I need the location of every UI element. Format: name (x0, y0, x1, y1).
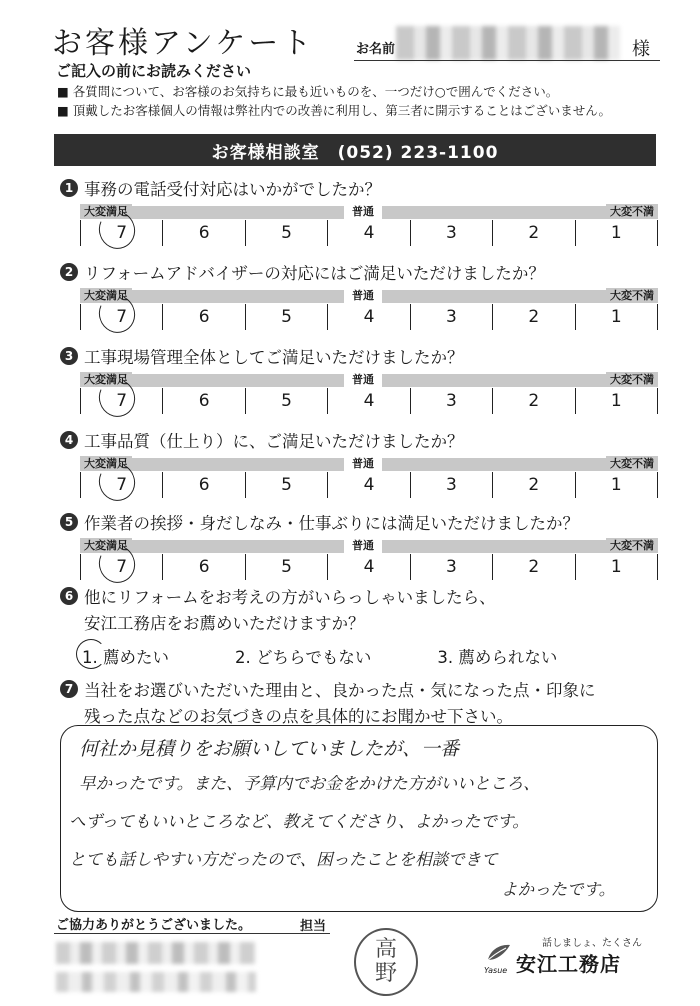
leaf-logo-icon (484, 942, 512, 964)
preface-heading: ご記入の前にお読みください (56, 62, 252, 80)
rating-option[interactable]: 1 (575, 472, 658, 498)
question-text-cont: 安江工務店をお薦めいただけますか？ (84, 614, 365, 633)
redacted-info (56, 942, 256, 964)
scale-label-left: 大変満足 (80, 538, 132, 553)
rating-option[interactable]: 5 (245, 220, 327, 246)
handwritten-line: とても話しやすい方だったので、困ったことを相談できて (69, 850, 498, 869)
rating-scale[interactable] (80, 388, 658, 414)
scale-label-mid: 普通 (344, 204, 382, 219)
question-6 (60, 584, 660, 668)
question-text: 当社をお選びいただいた理由と、良かった点・気になった点・印象に (84, 681, 596, 700)
rating-scale[interactable] (80, 220, 658, 246)
staff-stamp: 高 野 (354, 928, 418, 996)
recommend-option[interactable]: 2. どちらでもない (235, 648, 372, 667)
rating-option[interactable]: 5 (245, 472, 327, 498)
rating-option[interactable]: 1 (575, 220, 658, 246)
handwritten-line: へずってもいいところなど、教えてくださり、よかったです。 (69, 812, 529, 831)
scale-label-mid: 普通 (344, 372, 382, 387)
question-text: 工事現場管理全体としてご満足いただけましたか？ (84, 348, 464, 367)
rating-option[interactable]: 4 (327, 472, 409, 498)
scale-label-left: 大変満足 (80, 204, 132, 219)
selected-circle (76, 639, 106, 669)
rating-option[interactable]: 5 (245, 554, 327, 580)
question-text: 作業者の挨拶・身だしなみ・仕事ぶりには満足いただけましたか？ (84, 514, 579, 533)
scale-label-right: 大変不満 (606, 204, 658, 219)
rating-option[interactable]: 4 (327, 220, 409, 246)
rating-option[interactable]: 2 (492, 388, 574, 414)
company-name: 安江工務店 (516, 952, 621, 976)
scale-label-left: 大変満足 (80, 456, 132, 471)
scale-label-mid: 普通 (344, 538, 382, 553)
question-number: 1 (60, 179, 78, 197)
recommend-option[interactable]: 1. 薦めたい (82, 644, 169, 668)
rating-option[interactable]: 6 (162, 304, 244, 330)
question-number: 2 (60, 263, 78, 281)
scale-label-left: 大変満足 (80, 372, 132, 387)
thanks-text: ご協力ありがとうございました。 (56, 918, 252, 933)
scale-label-mid: 普通 (344, 456, 382, 471)
rating-option[interactable]: 6 (162, 472, 244, 498)
rating-option[interactable]: 1 (575, 554, 658, 580)
redacted-info (56, 972, 256, 992)
rating-option[interactable]: 7 (80, 304, 162, 330)
rating-option[interactable]: 3 (410, 554, 492, 580)
rating-scale[interactable] (80, 304, 658, 330)
comment-box[interactable] (60, 725, 658, 912)
question-number: 6 (60, 587, 78, 605)
rating-option[interactable]: 3 (410, 472, 492, 498)
rating-option[interactable]: 2 (492, 304, 574, 330)
rating-option[interactable]: 3 (410, 220, 492, 246)
rating-option[interactable]: 5 (245, 304, 327, 330)
rating-option[interactable]: 3 (410, 388, 492, 414)
rating-option[interactable]: 2 (492, 472, 574, 498)
preface-note: ■ 頂戴したお客様個人の情報は弊社内での改善に利用し、第三者に開示することはございません。 (57, 103, 612, 118)
question-5 (60, 510, 660, 580)
rating-option[interactable]: 6 (162, 554, 244, 580)
page-title: お客様アンケート (52, 26, 315, 61)
handwritten-line: 早かったです。また、予算内でお金をかけた方がいいところ、 (79, 774, 540, 793)
question-1 (60, 176, 660, 246)
rating-option[interactable]: 7 (80, 554, 162, 580)
question-number: 5 (60, 513, 78, 531)
rating-option[interactable]: 7 (80, 220, 162, 246)
scale-label-right: 大変不満 (606, 372, 658, 387)
rating-option[interactable]: 4 (327, 388, 409, 414)
footer-underline (54, 933, 330, 934)
rating-scale[interactable] (80, 554, 658, 580)
question-2 (60, 260, 660, 330)
rating-option[interactable]: 1 (575, 304, 658, 330)
rating-option[interactable]: 4 (327, 554, 409, 580)
name-underline (354, 60, 660, 61)
preface-note: ■ 各質問について、お客様のお気持ちに最も近いものを、一つだけ○で囲んでください。 (57, 84, 559, 99)
name-label: お名前 (356, 42, 396, 57)
staff-label: 担当 (300, 919, 327, 934)
scale-label-right: 大変不満 (606, 288, 658, 303)
rating-option[interactable]: 6 (162, 220, 244, 246)
rating-option[interactable]: 4 (327, 304, 409, 330)
question-text: リフォームアドバイザーの対応にはご満足いただけましたか？ (84, 264, 545, 283)
question-4 (60, 428, 660, 498)
rating-option[interactable]: 7 (80, 388, 162, 414)
rating-option[interactable]: 2 (492, 554, 574, 580)
question-text: 他にリフォームをお考えの方がいらっしゃいましたら、 (84, 588, 496, 607)
recommend-option[interactable]: 3. 薦められない (437, 648, 558, 667)
name-redacted (396, 26, 620, 60)
handwritten-line: 何社か見積りをお願いしていましたが、一番 (79, 738, 460, 760)
rating-option[interactable]: 6 (162, 388, 244, 414)
question-number: 3 (60, 347, 78, 365)
scale-label-right: 大変不満 (606, 456, 658, 471)
rating-option[interactable]: 2 (492, 220, 574, 246)
question-text-cont: 残った点などのお気づきの点を具体的にお聞かせ下さい。 (84, 707, 513, 726)
scale-label-left: 大変満足 (80, 288, 132, 303)
rating-option[interactable]: 7 (80, 472, 162, 498)
question-number: 4 (60, 431, 78, 449)
company-tagline: 話しましょ、たくさん (542, 938, 642, 949)
contact-bar: お客様相談室 (052) 223-1100 (54, 134, 656, 166)
question-number: 7 (60, 680, 78, 698)
logo-script: Yasue (484, 966, 508, 975)
handwritten-line: よかったです。 (501, 880, 616, 899)
question-text: 工事品質（仕上り）に、ご満足いただけましたか？ (84, 432, 464, 451)
scale-label-mid: 普通 (344, 288, 382, 303)
rating-option[interactable]: 3 (410, 304, 492, 330)
rating-scale[interactable] (80, 472, 658, 498)
scale-label-right: 大変不満 (606, 538, 658, 553)
question-text: 事務の電話受付対応はいかがでしたか？ (84, 180, 381, 199)
name-suffix: 様 (632, 39, 650, 60)
question-7 (60, 677, 660, 727)
rating-option[interactable]: 5 (245, 388, 327, 414)
rating-option[interactable]: 1 (575, 388, 658, 414)
question-3 (60, 344, 660, 414)
